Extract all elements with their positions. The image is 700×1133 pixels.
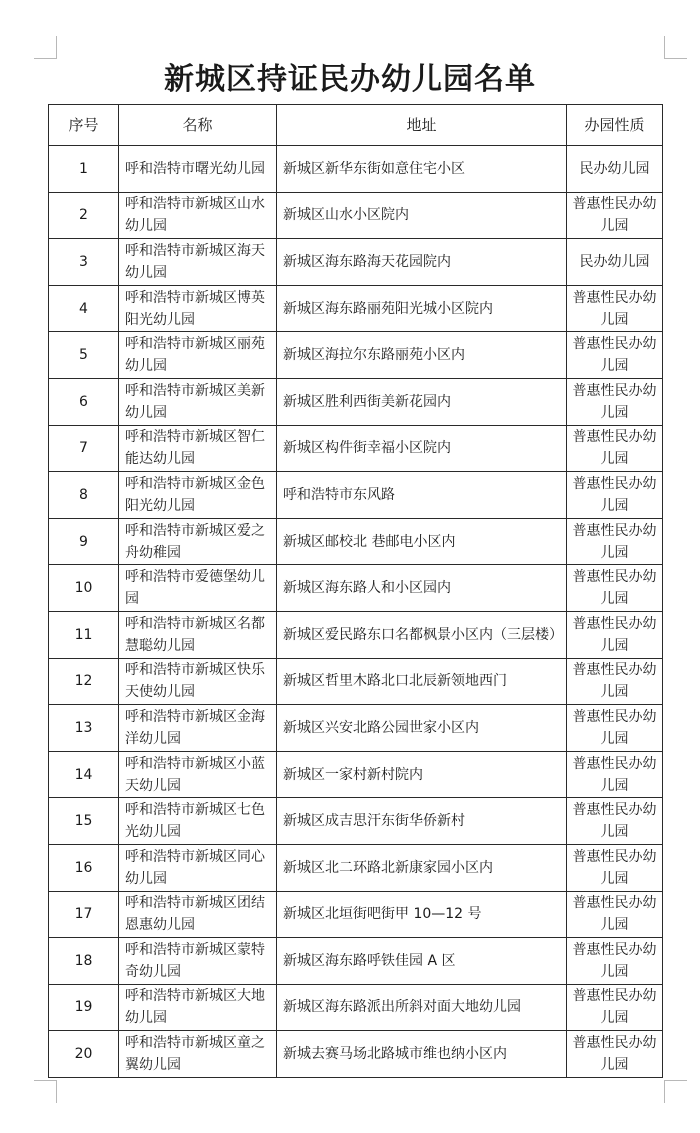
table-row <box>49 658 663 705</box>
cell-address: 新城区海拉尔东路丽苑小区内 <box>277 332 567 379</box>
table-row <box>49 472 663 519</box>
cell-address: 新城区新华东街如意住宅小区 <box>277 146 567 193</box>
cell-name: 呼和浩特市新城区大地幼儿园 <box>119 984 277 1031</box>
cell-type: 普惠性民办幼儿园 <box>567 472 663 519</box>
cell-name: 呼和浩特市新城区丽苑幼儿园 <box>119 332 277 379</box>
cell-address: 新城区北垣街吧街甲 10—12 号 <box>277 891 567 938</box>
cell-type: 普惠性民办幼儿园 <box>567 705 663 752</box>
table-row <box>49 332 663 379</box>
cell-no: 1 <box>49 146 119 193</box>
cell-no: 18 <box>49 938 119 985</box>
cell-no: 2 <box>49 192 119 239</box>
cell-type: 普惠性民办幼儿园 <box>567 751 663 798</box>
cell-type: 普惠性民办幼儿园 <box>567 378 663 425</box>
cell-type: 普惠性民办幼儿园 <box>567 658 663 705</box>
cell-name: 呼和浩特市新城区名都慧聪幼儿园 <box>119 611 277 658</box>
cell-address: 新城区构件街幸福小区院内 <box>277 425 567 472</box>
table-row <box>49 285 663 332</box>
cell-type: 普惠性民办幼儿园 <box>567 518 663 565</box>
cell-name: 呼和浩特市新城区美新幼儿园 <box>119 378 277 425</box>
cell-type: 普惠性民办幼儿园 <box>567 192 663 239</box>
cell-no: 14 <box>49 751 119 798</box>
table-row <box>49 518 663 565</box>
cell-no: 5 <box>49 332 119 379</box>
cell-no: 3 <box>49 239 119 286</box>
table-row <box>49 425 663 472</box>
cell-name: 呼和浩特市新城区快乐天使幼儿园 <box>119 658 277 705</box>
table-row <box>49 705 663 752</box>
cell-address: 呼和浩特市东风路 <box>277 472 567 519</box>
cell-name: 呼和浩特市新城区爱之舟幼稚园 <box>119 518 277 565</box>
cell-address: 新城区海东路海天花园院内 <box>277 239 567 286</box>
cell-name: 呼和浩特市新城区童之翼幼儿园 <box>119 1031 277 1078</box>
cell-address: 新城区邮校北 巷邮电小区内 <box>277 518 567 565</box>
cell-name: 呼和浩特市新城区海天幼儿园 <box>119 239 277 286</box>
cell-no: 8 <box>49 472 119 519</box>
page-title: 新城区持证民办幼儿园名单 <box>164 62 536 97</box>
cell-type: 普惠性民办幼儿园 <box>567 1031 663 1078</box>
cell-no: 19 <box>49 984 119 1031</box>
cell-no: 16 <box>49 844 119 891</box>
header-type: 办园性质 <box>567 105 663 146</box>
cell-name: 呼和浩特市爱德堡幼儿园 <box>119 565 277 612</box>
table-row <box>49 565 663 612</box>
cell-type: 普惠性民办幼儿园 <box>567 611 663 658</box>
cell-type: 民办幼儿园 <box>567 239 663 286</box>
cell-address: 新城区海东路呼铁佳园 A 区 <box>277 938 567 985</box>
cell-name: 呼和浩特市新城区小蓝天幼儿园 <box>119 751 277 798</box>
header-name: 名称 <box>119 105 277 146</box>
cell-name: 呼和浩特市新城区蒙特奇幼儿园 <box>119 938 277 985</box>
cell-address: 新城区一家村新村院内 <box>277 751 567 798</box>
table-row <box>49 239 663 286</box>
cell-name: 呼和浩特市曙光幼儿园 <box>119 146 277 193</box>
header-no: 序号 <box>49 105 119 146</box>
cell-name: 呼和浩特市新城区智仁能达幼儿园 <box>119 425 277 472</box>
cell-no: 10 <box>49 565 119 612</box>
table-row <box>49 378 663 425</box>
crop-mark-top-left <box>34 36 57 59</box>
cell-address: 新城区海东路人和小区园内 <box>277 565 567 612</box>
crop-mark-bottom-right <box>664 1080 687 1103</box>
cell-type: 民办幼儿园 <box>567 146 663 193</box>
cell-type: 普惠性民办幼儿园 <box>567 844 663 891</box>
cell-type: 普惠性民办幼儿园 <box>567 332 663 379</box>
cell-address: 新城区山水小区院内 <box>277 192 567 239</box>
cell-name: 呼和浩特市新城区团结恩惠幼儿园 <box>119 891 277 938</box>
cell-address: 新城区海东路派出所斜对面大地幼儿园 <box>277 984 567 1031</box>
cell-no: 17 <box>49 891 119 938</box>
cell-name: 呼和浩特市新城区博英阳光幼儿园 <box>119 285 277 332</box>
cell-address: 新城区胜利西街美新花园内 <box>277 378 567 425</box>
cell-address: 新城区兴安北路公园世家小区内 <box>277 705 567 752</box>
table-row <box>49 1031 663 1078</box>
kindergarten-table <box>48 104 663 1078</box>
cell-name: 呼和浩特市新城区金海洋幼儿园 <box>119 705 277 752</box>
table-row <box>49 938 663 985</box>
cell-address: 新城去赛马场北路城市维也纳小区内 <box>277 1031 567 1078</box>
table-row <box>49 192 663 239</box>
cell-no: 4 <box>49 285 119 332</box>
cell-name: 呼和浩特市新城区七色光幼儿园 <box>119 798 277 845</box>
crop-mark-top-right <box>664 36 687 59</box>
cell-type: 普惠性民办幼儿园 <box>567 285 663 332</box>
cell-address: 新城区海东路丽苑阳光城小区院内 <box>277 285 567 332</box>
table-row <box>49 611 663 658</box>
table-row <box>49 891 663 938</box>
cell-no: 12 <box>49 658 119 705</box>
cell-name: 呼和浩特市新城区山水幼儿园 <box>119 192 277 239</box>
cell-no: 15 <box>49 798 119 845</box>
cell-name: 呼和浩特市新城区同心幼儿园 <box>119 844 277 891</box>
cell-no: 7 <box>49 425 119 472</box>
cell-no: 20 <box>49 1031 119 1078</box>
cell-no: 6 <box>49 378 119 425</box>
cell-address: 新城区爱民路东口名都枫景小区内（三层楼） <box>277 611 567 658</box>
table-header-row <box>49 105 663 146</box>
cell-type: 普惠性民办幼儿园 <box>567 984 663 1031</box>
cell-address: 新城区成吉思汗东街华侨新村 <box>277 798 567 845</box>
table-row <box>49 984 663 1031</box>
cell-address: 新城区哲里木路北口北辰新领地西门 <box>277 658 567 705</box>
crop-mark-bottom-left <box>34 1080 57 1103</box>
table-row <box>49 798 663 845</box>
cell-type: 普惠性民办幼儿园 <box>567 938 663 985</box>
header-address: 地址 <box>277 105 567 146</box>
cell-address: 新城区北二环路北新康家园小区内 <box>277 844 567 891</box>
cell-name: 呼和浩特市新城区金色阳光幼儿园 <box>119 472 277 519</box>
cell-type: 普惠性民办幼儿园 <box>567 425 663 472</box>
cell-no: 13 <box>49 705 119 752</box>
cell-no: 11 <box>49 611 119 658</box>
cell-type: 普惠性民办幼儿园 <box>567 891 663 938</box>
cell-type: 普惠性民办幼儿园 <box>567 798 663 845</box>
table-row <box>49 844 663 891</box>
table-row <box>49 751 663 798</box>
cell-no: 9 <box>49 518 119 565</box>
cell-type: 普惠性民办幼儿园 <box>567 565 663 612</box>
table-row <box>49 146 663 193</box>
